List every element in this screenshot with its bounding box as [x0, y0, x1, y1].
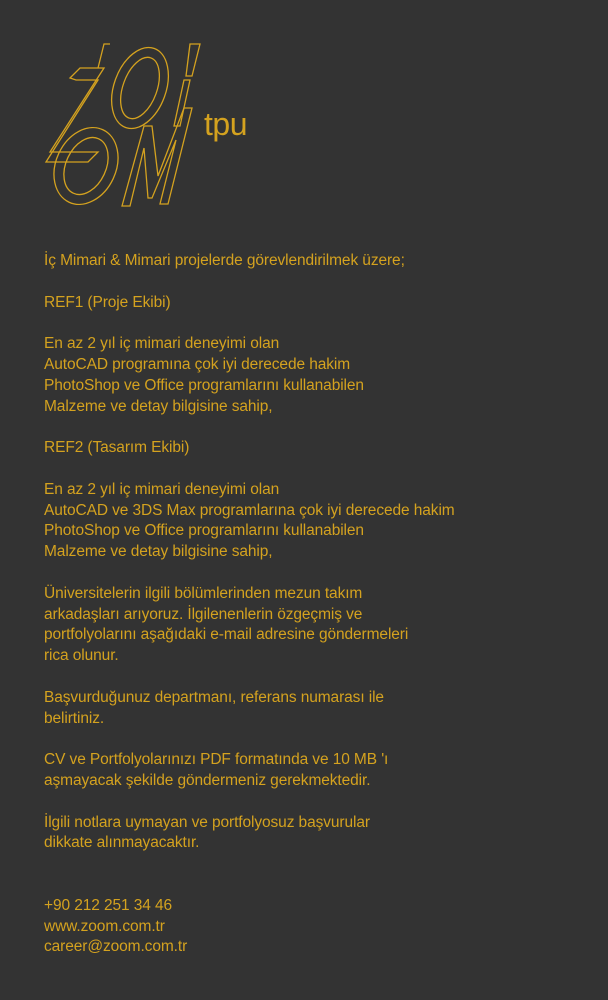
phone-number[interactable]: +90 212 251 34 46	[44, 896, 173, 914]
note-reference	[44, 688, 584, 730]
note-line: Başvurduğunuz departmanı, referans numarası ile	[44, 688, 384, 706]
intro-line: İç Mimari & Mimari projelerde görevlendirilmek üzere;	[44, 252, 405, 269]
note-line: dikkate alınmayacaktır.	[44, 834, 200, 852]
posting-body	[44, 251, 584, 958]
ref1-title-text: REF1 (Proje Ekibi)	[44, 293, 171, 311]
note-line: CV ve Portfolyolarınızı PDF formatında ve 10 MB 'ı	[44, 751, 389, 769]
ref2-requirements	[44, 480, 584, 563]
ref1-req-4: Malzeme ve detay bilgisine sahip,	[44, 397, 273, 415]
note-line: arkadaşları arıyoruz. İlgilenenlerin özgeçmiş ve	[44, 605, 363, 623]
ref1-title	[44, 293, 584, 314]
ref2-req-3: PhotoShop ve Office programlarını kullanabilen	[44, 522, 364, 540]
ref2-req-1: En az 2 yıl iç mimari deneyimi olan	[44, 480, 280, 498]
ref2-title	[44, 438, 584, 459]
ref1-req-2: AutoCAD programına çok iyi derecede hakim	[44, 355, 351, 373]
ref2-req-4: Malzeme ve detay bilgisine sahip,	[44, 543, 273, 561]
contact-block	[44, 896, 584, 958]
note-line: belirtiniz.	[44, 709, 105, 727]
note-line: Üniversitelerin ilgili bölümlerinden mezun takım	[44, 584, 363, 602]
logo-suffix: tpu	[204, 106, 247, 142]
ref1-req-3: PhotoShop ve Office programlarını kullanabilen	[44, 376, 364, 394]
note-line: aşmayacak şekilde göndermeniz gerekmektedir.	[44, 771, 371, 789]
note-line: portfolyolarını aşağıdaki e-mail adresine göndermeleri	[44, 626, 409, 644]
email-link[interactable]: career@zoom.com.tr	[44, 938, 188, 956]
note-format	[44, 750, 584, 792]
ref2-title-text: REF2 (Tasarım Ekibi)	[44, 439, 190, 457]
website-link[interactable]: www.zoom.com.tr	[44, 917, 165, 935]
note-disclaimer	[44, 813, 584, 855]
note-graduates	[44, 584, 584, 667]
note-line: rica olunur.	[44, 647, 119, 665]
note-line: İlgili notlara uymayan ve portfolyosuz başvurular	[44, 813, 370, 831]
ref1-req-1: En az 2 yıl iç mimari deneyimi olan	[44, 335, 280, 353]
ref2-req-2: AutoCAD ve 3DS Max programlarına çok iyi derecede hakim	[44, 501, 455, 519]
ref1-requirements	[44, 334, 584, 417]
zoom-tpu-logo	[40, 36, 270, 216]
intro-text	[44, 251, 584, 272]
